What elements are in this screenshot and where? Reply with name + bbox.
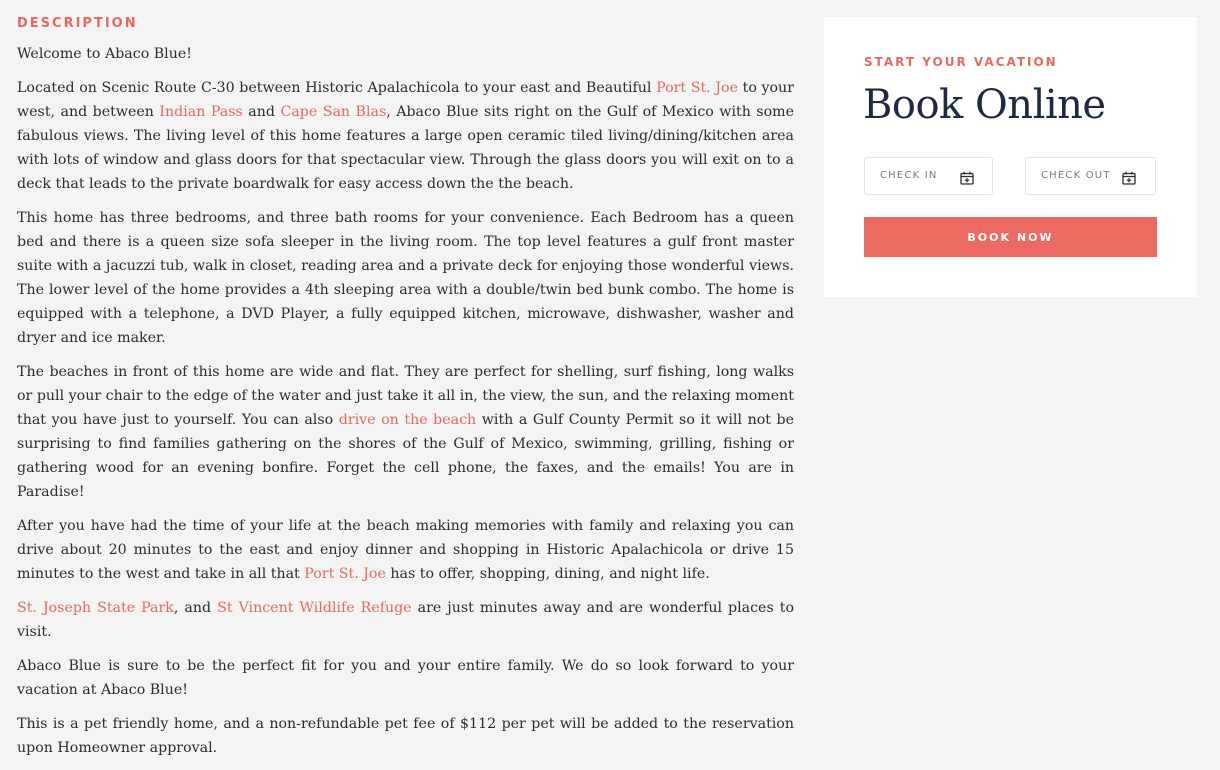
book-now-button[interactable]: BOOK NOW — [864, 217, 1157, 257]
calendar-plus-icon — [960, 170, 974, 184]
text-span: with a Gulf County Permit so it will not be surprising to find families gathering on the shores of the Gulf of Mexico, swimming, grilling, fishing or gathering wood for an evening bonfire. Forget the cell phone, the faxes, and the emails! You are in Paradise! — [17, 412, 794, 500]
link-drive-on-the-beach[interactable]: drive on the beach — [338, 412, 477, 428]
description-paragraph-activities — [17, 514, 794, 586]
description-paragraph-bedrooms: This home has three bedrooms, and three bath rooms for your convenience. Each Bedroom has a queen bed and there is a queen size sofa sleeper in the living room. The top level features a gulf front master suite with a jacuzzi tub, walk in closet, reading area and a private deck for enjoying those wonderful views. The lower level of the home provides a 4th sleeping area with a double/twin bed bunk combo. The home is equipped with a telephone, a DVD Player, a fully equipped kitchen, microwave, dishwasher, washer and dryer and ice maker. — [17, 210, 794, 346]
check-in-field[interactable] — [864, 157, 993, 195]
description-paragraph-parks — [17, 596, 794, 644]
text-span: has to offer, shopping, dining, and night life. — [385, 566, 710, 582]
text-span: Located on Scenic Route C-30 between Historic Apalachicola to your east and Beautiful — [17, 80, 657, 96]
description-paragraph-pets: This is a pet friendly home, and a non-refundable pet fee of $112 per pet will be added to the reservation upon Homeowner approval. — [17, 716, 794, 756]
booking-kicker: START YOUR VACATION — [864, 55, 1058, 69]
text-span: are just minutes away and are wonderful places to visit. — [17, 600, 794, 640]
text-span: After you have had the time of your life at the beach making memories with family and relaxing you can drive about 20 minutes to the east and enjoy dinner and shopping in Historic Apalachicola or drive 15 minutes to the west and take in all that — [17, 518, 794, 582]
text-span: to your west, and between — [17, 80, 794, 120]
booking-panel — [824, 17, 1197, 297]
link-st-vincent-wildlife-refuge[interactable]: St Vincent Wildlife Refuge — [217, 600, 412, 616]
check-in-label: CHECK IN — [880, 170, 938, 181]
booking-title: Book Online — [863, 82, 1106, 128]
description-section — [17, 16, 794, 770]
description-paragraph-location — [17, 76, 794, 196]
calendar-plus-icon — [1122, 170, 1136, 184]
link-port-st-joe[interactable]: Port St. Joe — [656, 80, 738, 96]
check-out-field[interactable] — [1025, 157, 1156, 195]
description-paragraph-family: Abaco Blue is sure to be the perfect fit for you and your entire family. We do so look forward to your vacation at Abaco Blue! — [17, 658, 794, 698]
link-port-st-joe-2[interactable]: Port St. Joe — [304, 566, 386, 582]
text-span: and — [242, 104, 281, 120]
link-indian-pass[interactable]: Indian Pass — [159, 104, 243, 120]
check-out-label: CHECK OUT — [1041, 170, 1111, 181]
text-span: , Abaco Blue sits right on the Gulf of Mexico with some fabulous views. The living level of this home features a large open ceramic tiled living/dining/kitchen area with lots of window and glass doors for that spectacular view. Through the glass doors you will exit on to a deck that leads to the private boardwalk for easy access down the the beach. — [17, 104, 794, 192]
link-cape-san-blas[interactable]: Cape San Blas — [280, 104, 387, 120]
description-paragraph-beaches — [17, 360, 794, 504]
text-span: The beaches in front of this home are wide and flat. They are perfect for shelling, surf fishing, long walks or pull your chair to the edge of the water and just take it all in, the view, the sun, and the relaxing moment that you have just to yourself. You can also — [17, 364, 794, 428]
description-heading: DESCRIPTION — [17, 16, 138, 31]
link-st-joseph-state-park[interactable]: St. Joseph State Park — [17, 600, 174, 616]
text-span: , and — [173, 600, 218, 616]
description-paragraph-welcome: Welcome to Abaco Blue! — [17, 46, 192, 62]
